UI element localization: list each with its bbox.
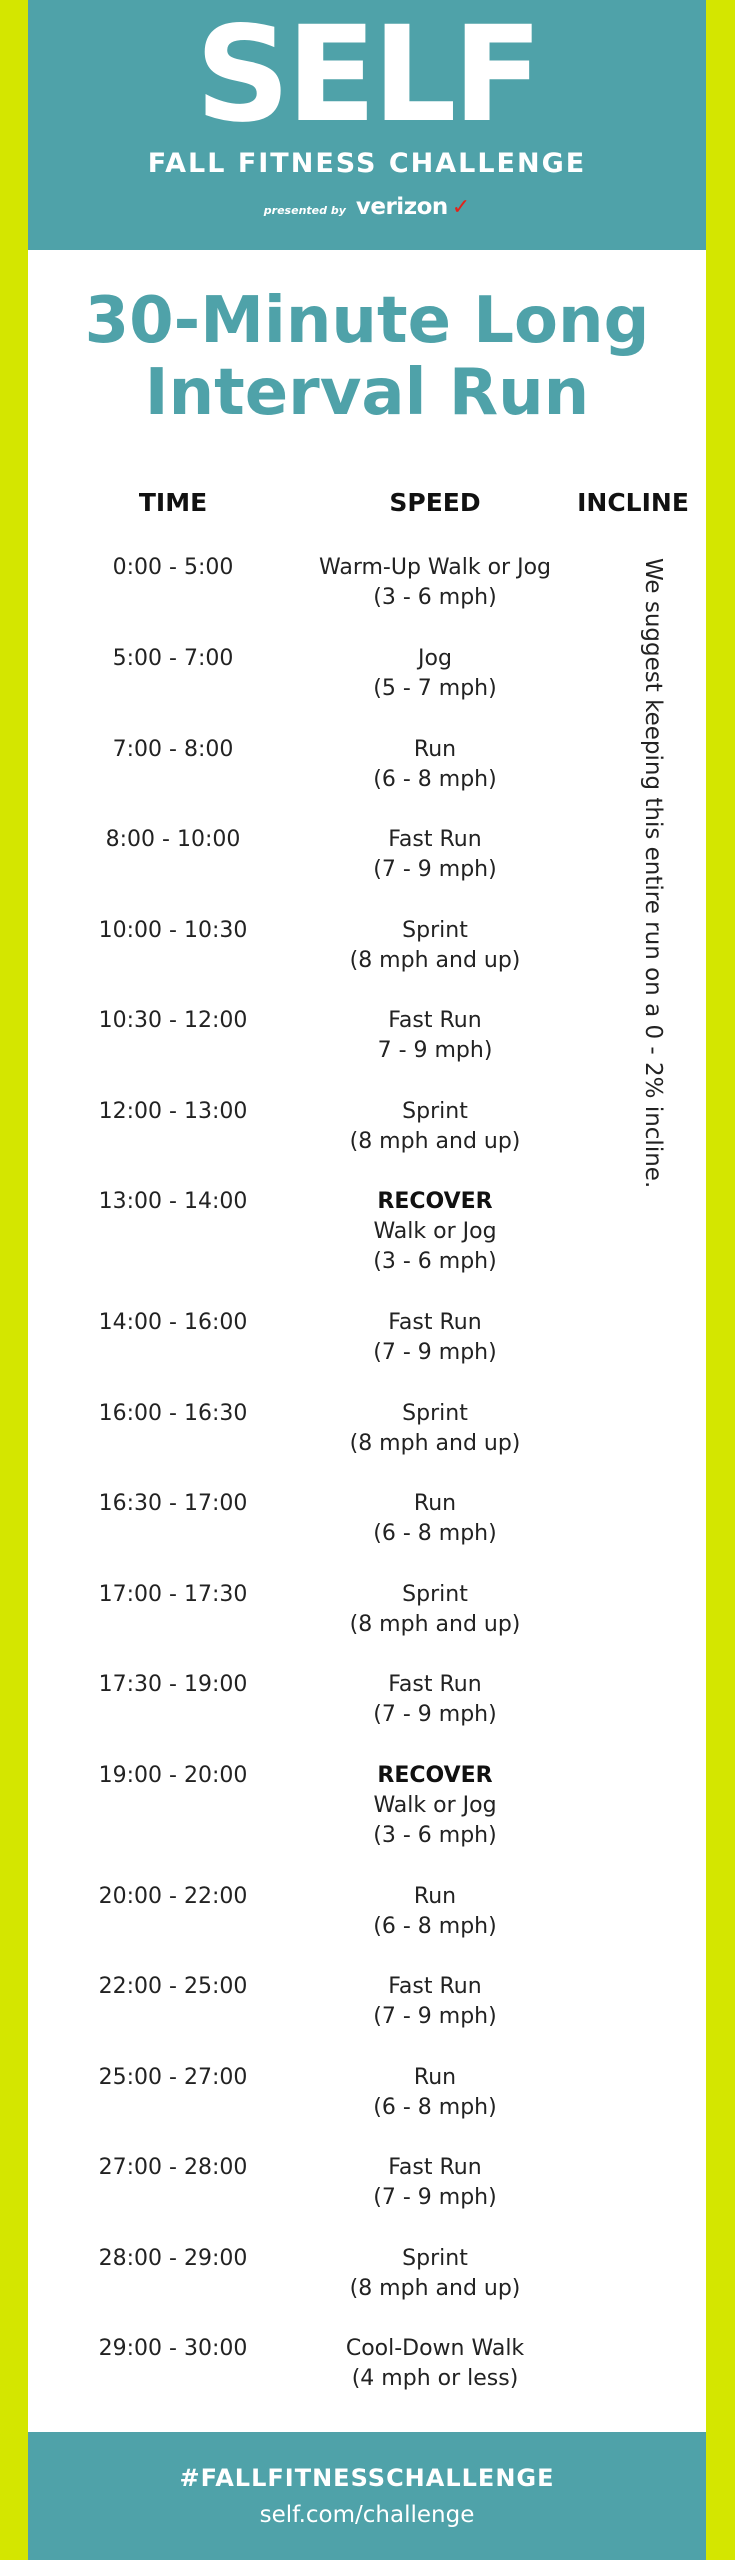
sponsor-logo: verizon xyxy=(355,194,448,220)
row-speed-label: Fast Run xyxy=(388,1310,482,1335)
incline-note: We suggest keeping this entire run on a 0 - 2% incline. xyxy=(640,558,666,1189)
row-time: 17:00 - 17:30 xyxy=(98,1582,248,1607)
row-time: 28:00 - 29:00 xyxy=(98,2246,248,2271)
row-speed-detail: (6 - 8 mph) xyxy=(373,1914,497,1939)
row-speed xyxy=(268,1670,602,1730)
row-speed xyxy=(268,2153,602,2213)
row-speed-detail: (3 - 6 mph) xyxy=(373,585,497,610)
row-speed-label: Run xyxy=(413,1884,457,1909)
row-speed-detail: (4 mph or less) xyxy=(351,2366,519,2391)
row-speed-detail: (3 - 6 mph) xyxy=(373,1823,497,1848)
row-time: 22:00 - 25:00 xyxy=(98,1974,248,1999)
row-speed-detail: (5 - 7 mph) xyxy=(373,676,497,701)
page-title xyxy=(28,285,706,429)
row-speed-detail: (7 - 9 mph) xyxy=(373,2185,497,2210)
row-speed-detail: (6 - 8 mph) xyxy=(373,767,497,792)
row-time: 0:00 - 5:00 xyxy=(112,555,234,580)
row-time: 25:00 - 27:00 xyxy=(98,2065,248,2090)
row-speed-detail: (7 - 9 mph) xyxy=(373,1702,497,1727)
row-time: 29:00 - 30:00 xyxy=(98,2336,248,2361)
row-speed xyxy=(268,1761,602,1851)
row-speed-label: Sprint xyxy=(402,1099,468,1124)
row-time: 5:00 - 7:00 xyxy=(112,646,234,671)
row-speed xyxy=(268,553,602,613)
row-speed xyxy=(268,2244,602,2304)
row-speed xyxy=(268,1097,602,1157)
row-speed-label: Jog xyxy=(418,646,452,671)
row-speed-label: Sprint xyxy=(402,1401,468,1426)
row-time: 7:00 - 8:00 xyxy=(112,737,234,762)
row-speed-detail: (7 - 9 mph) xyxy=(373,2004,497,2029)
column-header-incline: INCLINE xyxy=(577,488,689,517)
row-speed-detail: (7 - 9 mph) xyxy=(373,1340,497,1365)
row-speed-label: Walk or Jog xyxy=(373,1793,497,1818)
row-speed-detail: (8 mph and up) xyxy=(349,1431,521,1456)
row-speed-label: Fast Run xyxy=(388,1974,482,1999)
row-speed-label: Run xyxy=(413,737,457,762)
self-logo: SELF xyxy=(195,0,539,152)
challenge-subtitle: FALL FITNESS CHALLENGE xyxy=(147,148,587,179)
row-speed xyxy=(268,1187,602,1277)
row-speed-label: Fast Run xyxy=(388,827,482,852)
row-time: 16:00 - 16:30 xyxy=(98,1401,248,1426)
row-speed xyxy=(268,1006,602,1066)
row-speed-label: Cool-Down Walk xyxy=(345,2336,525,2361)
row-time: 19:00 - 20:00 xyxy=(98,1763,248,1788)
row-time: 16:30 - 17:00 xyxy=(98,1491,248,1516)
row-speed-heading: RECOVER xyxy=(377,1763,493,1788)
infographic-page xyxy=(28,0,706,2560)
hashtag: #FALLFITNESSCHALLENGE xyxy=(179,2464,555,2492)
title-line-1: 30-Minute Long xyxy=(84,284,650,358)
row-speed xyxy=(268,2334,602,2394)
row-time: 20:00 - 22:00 xyxy=(98,1884,248,1909)
column-header-speed: SPEED xyxy=(389,488,481,517)
row-speed-detail: (6 - 8 mph) xyxy=(373,1521,497,1546)
title-line-2: Interval Run xyxy=(144,356,590,430)
row-speed xyxy=(268,1489,602,1549)
row-speed-label: Run xyxy=(413,1491,457,1516)
row-speed-label: Fast Run xyxy=(388,2155,482,2180)
row-speed xyxy=(268,2063,602,2123)
row-time: 14:00 - 16:00 xyxy=(98,1310,248,1335)
footer-banner xyxy=(28,2432,706,2560)
row-speed-detail: (8 mph and up) xyxy=(349,2276,521,2301)
row-speed-detail: (6 - 8 mph) xyxy=(373,2095,497,2120)
row-speed-label: Fast Run xyxy=(388,1672,482,1697)
row-speed-detail: (3 - 6 mph) xyxy=(373,1249,497,1274)
row-speed xyxy=(268,1308,602,1368)
row-speed-label: Run xyxy=(413,2065,457,2090)
row-time: 27:00 - 28:00 xyxy=(98,2155,248,2180)
site-link[interactable]: self.com/challenge xyxy=(259,2502,475,2528)
row-speed xyxy=(268,1972,602,2032)
sponsor-check-icon: ✓ xyxy=(451,195,471,220)
row-speed xyxy=(268,825,602,885)
presented-by-label: presented by xyxy=(263,204,346,217)
row-time: 10:30 - 12:00 xyxy=(98,1008,248,1033)
row-time: 13:00 - 14:00 xyxy=(98,1189,248,1214)
row-speed xyxy=(268,1882,602,1942)
sponsor-line xyxy=(28,194,706,220)
row-speed-label: Warm-Up Walk or Jog xyxy=(319,555,551,580)
row-speed xyxy=(268,1580,602,1640)
row-speed-detail: 7 - 9 mph) xyxy=(377,1038,493,1063)
row-speed-heading: RECOVER xyxy=(377,1189,493,1214)
row-speed xyxy=(268,735,602,795)
row-speed-detail: (8 mph and up) xyxy=(349,948,521,973)
row-speed-label: Walk or Jog xyxy=(373,1219,497,1244)
row-speed xyxy=(268,644,602,704)
row-speed-label: Sprint xyxy=(402,2246,468,2271)
row-time: 10:00 - 10:30 xyxy=(98,918,248,943)
row-speed-detail: (8 mph and up) xyxy=(349,1612,521,1637)
row-speed xyxy=(268,916,602,976)
row-time: 17:30 - 19:00 xyxy=(98,1672,248,1697)
column-header-time: TIME xyxy=(138,488,208,517)
row-speed-detail: (8 mph and up) xyxy=(349,1129,521,1154)
row-time: 8:00 - 10:00 xyxy=(105,827,241,852)
row-speed-label: Fast Run xyxy=(388,1008,482,1033)
row-speed-label: Sprint xyxy=(402,918,468,943)
row-speed-label: Sprint xyxy=(402,1582,468,1607)
row-speed-detail: (7 - 9 mph) xyxy=(373,857,497,882)
row-time: 12:00 - 13:00 xyxy=(98,1099,248,1124)
header-banner xyxy=(28,0,706,250)
row-speed xyxy=(268,1399,602,1459)
